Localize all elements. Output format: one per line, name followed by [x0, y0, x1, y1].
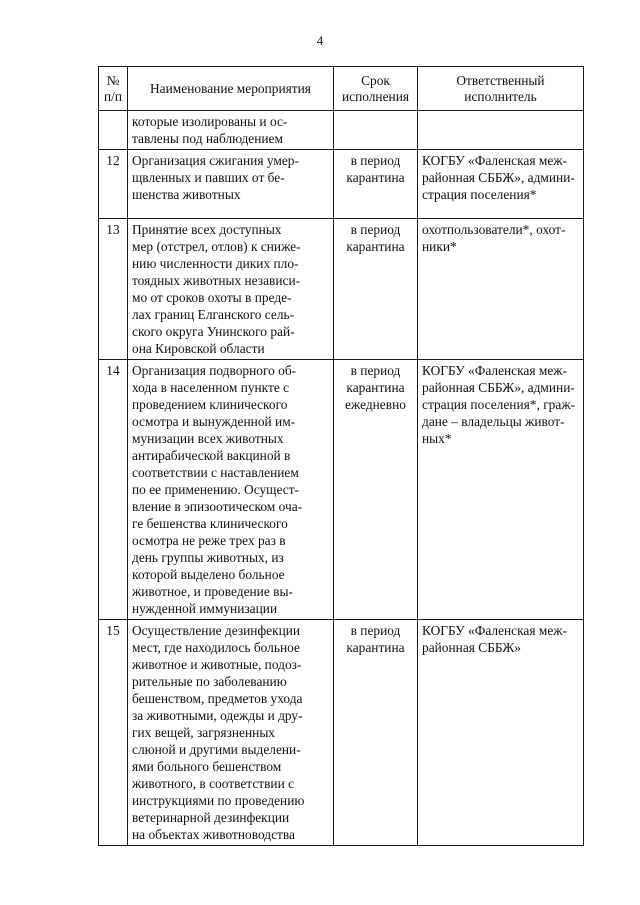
row-num: 13 [99, 219, 128, 360]
header-num: № п/п [99, 67, 128, 111]
row-term [334, 111, 418, 150]
row-num [99, 111, 128, 150]
row-num: 15 [99, 620, 128, 846]
table-row [99, 111, 584, 150]
row-responsible: охотпользователи*, охот- ники* [418, 219, 584, 360]
row-name: Организация сжигания умер- щвленных и павших от бе- шенства животных [128, 150, 334, 219]
row-num: 14 [99, 360, 128, 620]
table-row [99, 360, 584, 620]
measures-table [98, 66, 584, 846]
table-row [99, 620, 584, 846]
row-term: в период карантина [334, 620, 418, 846]
row-name: которые изолированы и ос- тавлены под наблюдением [128, 111, 334, 150]
page-number: 4 [316, 33, 324, 48]
row-responsible: КОГБУ «Фаленская меж- районная СББЖ» [418, 620, 584, 846]
row-responsible: КОГБУ «Фаленская меж- районная СББЖ», админи- страция поселения*, граж- дане – владельцы живот- ных* [418, 360, 584, 620]
row-name: Организация подворного об- хода в населенном пункте с проведением клинического осмотра и вынужденной им- мунизации всех животных антирабической вакциной в соответствии с наставлением по ее применению. Осущест- вление в эпизоотическом оча- ге бешенства клинического осмотра не реже трех раз в день группы животных, из которой выделено больное животное, и проведение вы- нужденной иммунизации [128, 360, 334, 620]
table-row [99, 219, 584, 360]
table-header-row [99, 67, 584, 111]
row-term: в период карантина [334, 219, 418, 360]
header-name: Наименование мероприятия [128, 67, 334, 111]
header-responsible: Ответственный исполнитель [418, 67, 584, 111]
row-responsible [418, 111, 584, 150]
row-term: в период карантина ежедневно [334, 360, 418, 620]
table-row [99, 150, 584, 219]
row-term: в период карантина [334, 150, 418, 219]
row-name: Принятие всех доступных мер (отстрел, отлов) к сниже- нию численности диких пло- тоядных животных независи- мо от сроков охоты в преде- лах границ Елганского сель- ского округа Унинского рай- она Кировской области [128, 219, 334, 360]
row-num: 12 [99, 150, 128, 219]
row-name: Осуществление дезинфекции мест, где находилось больное животное и животные, подоз- рительные по заболеванию бешенством, предметов ухода за животными, одежды и дру- гих вещей, загрязненных слюной и другими выделени- ями больного бешенством животного, в соответствии с инструкциями по проведению ветеринарной дезинфекции на объектах животноводства [128, 620, 334, 846]
row-responsible: КОГБУ «Фаленская меж- районная СББЖ», админи- страция поселения* [418, 150, 584, 219]
header-term: Срок исполнения [334, 67, 418, 111]
